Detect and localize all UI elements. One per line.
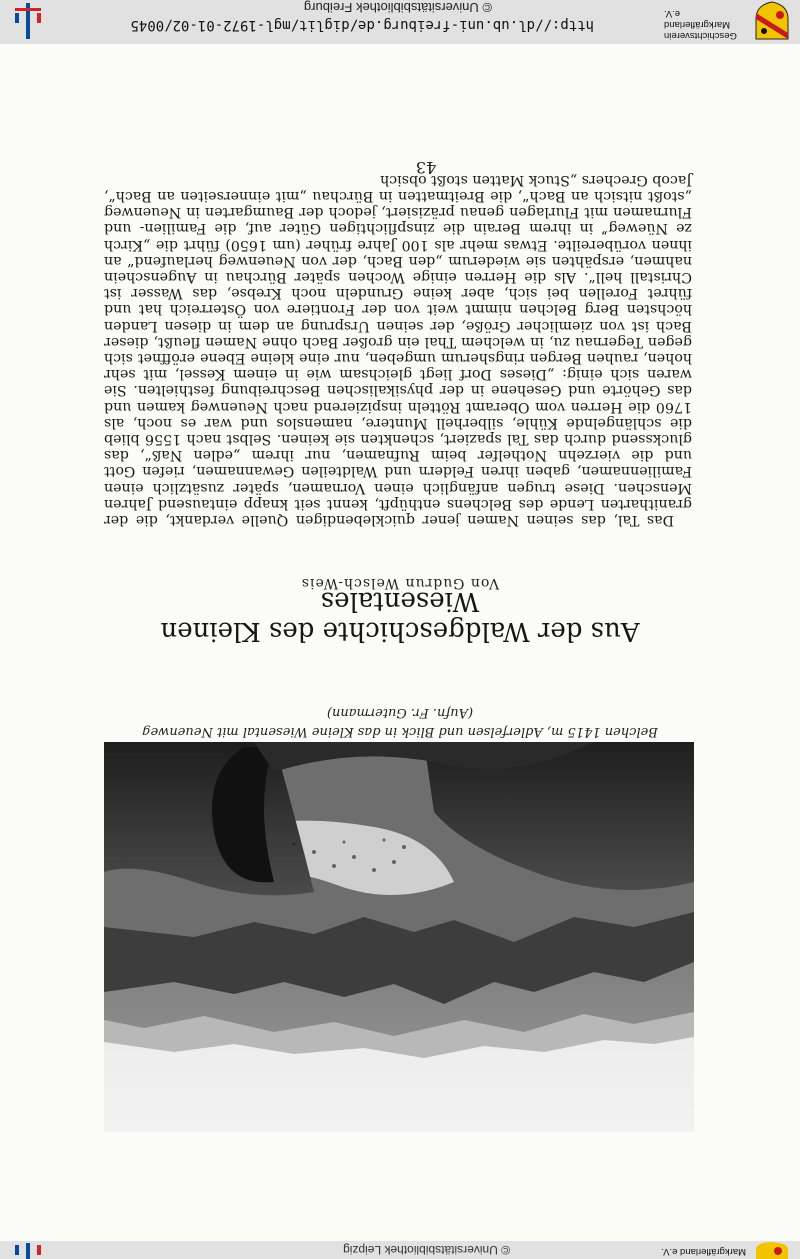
copyright-notice: © Universitätsbibliothek Freiburg: [303, 0, 492, 15]
permalink-url[interactable]: http://dl.ub.uni-freiburg.de/diglit/mgl-1972-01-02/0045: [130, 17, 594, 33]
page-number: 43: [415, 158, 437, 177]
article-body: [104, 172, 692, 528]
university-library-logo-icon[interactable]: [8, 0, 48, 43]
society-name-line2: Markgräflerland e.V.: [664, 8, 730, 30]
society-name-bottom: Markgräflerland e.V.: [661, 1246, 746, 1257]
university-library-logo-bottom-icon: [8, 1241, 48, 1259]
figure-caption: [130, 703, 670, 741]
caption-credit: (Aufn. Fr. Gutermann): [326, 705, 474, 720]
article-paragraph: Das Tal, das seinen Namen jener quicklebendigen Quelle verdankt, die der granitharten Lende des Belchens enthüpft, kennt seit knapp eintausend Jahren Menschen. Diese trugen anfänglich einen Vornamen, später zusätzlich einen Familiennamen, gaben ihren Feldern und Waldteilen Gewannamen, riefen Gott und die vierzehn Nothelfer beim Rufnamen, nur ihrem „edlen Naß“, das gluckssend durch das Tal spaziert, schenkten sie keinen. Selbst nach 1556 blieb die schlängelnde Kühle, silberhell Muntere, namenslos und war es noch, als 1760 die Herren vom Oberamt Rötteln inspizierend nach Neuenweg kamen und das Gehörte und Gesehene in der physikalischen Beschreibung festhielten. Sie waren sich einig: „Dieses Dorf liegt gleichsam wie in einem Kessel, mit sehr hohen, rauhen Bergen ringsherum umgeben, nur eine kleine Ebene eröffnet sich gegen Tegernau zu, in welchem Thal ein großer Bach ohne Namen fleußt, dieser Bach ist von ziemlicher Größe, der seinen Ursprung an dem in diesen Landen höchsten Berg Belchen nimmt weit von der Frontiere von Österreich hat und führet Forellen bei sich, aber keine Grundeln noch Krebse, das Wasser ist Christall hell“. Als die Herren einige Wochen später Bürchau in Augenschein nahmen, erspähten sie wiederum „den Bach, der von Neuenweg herlaufend“ an ihnen vorübereilte. Etwas mehr als 100 Jahre früher (um 1650) führt die „Kirch ze Nüewegˮ in ihrem Berain die zinspflichtigen Güter auf, die Familien- und Flurnamen mit Flurlagen genau präzisiert, jedoch der Baumgarten in Neuenweg „stoßt nitsich an Bach“, die Breitmatten in Bürchau „mit einnerseiten an Bach“, Jacob Grechers „Stuck Matten stoßt obsich: [104, 171, 692, 528]
society-coat-of-arms-bottom-icon: [752, 1241, 792, 1259]
society-name-line1: Geschichtsverein: [664, 30, 737, 41]
article-title: Aus der Waldgeschichte des Kleinen Wiesentales: [160, 586, 640, 646]
caption-text: Belchen 1415 m, Adlerfelsen und Blick in das Kleine Wiesental mit Neuenweg: [142, 724, 658, 739]
copyright-notice-bottom: © Universitätsbibliothek Leipzig: [343, 1243, 510, 1257]
society-name: [664, 8, 746, 41]
landscape-photo: [104, 742, 694, 1132]
author-byline: Von Gudrun Welsch-Weis: [300, 575, 500, 591]
society-coat-of-arms-icon[interactable]: [752, 0, 792, 43]
